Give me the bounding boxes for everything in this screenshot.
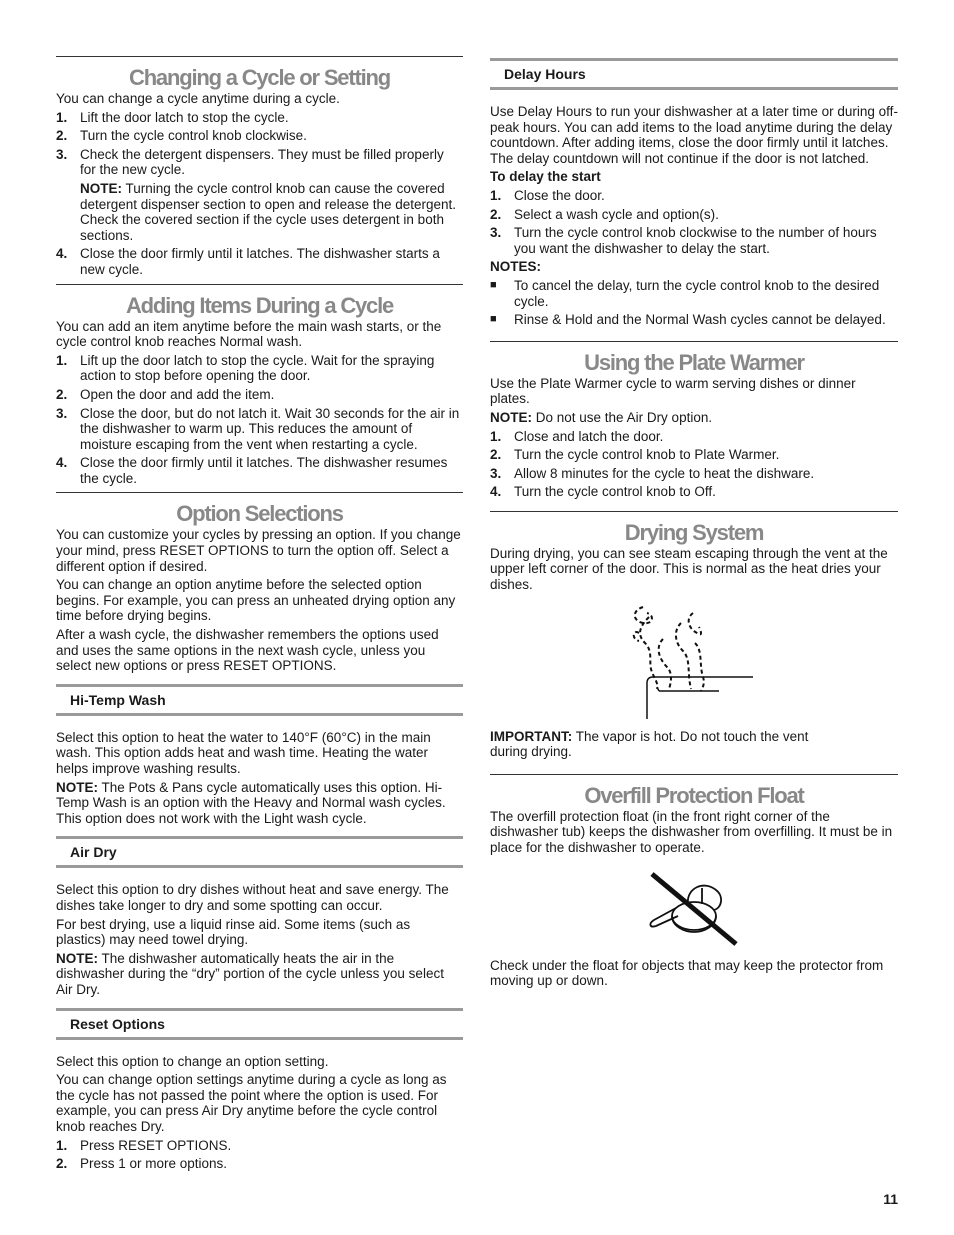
section-rule <box>56 492 463 493</box>
adding-intro: You can add an item anytime before the main wash starts, or the cycle control knob reaches Normal wash. <box>56 318 442 350</box>
delay-notes <box>490 278 898 328</box>
changing-note: NOTE: Turning the cycle control knob can cause the covered detergent dispenser section to open and release the detergent. Check the covered section if the cycle uses detergent in both sections. <box>80 180 457 243</box>
section-rule <box>56 56 463 57</box>
reset-para-1: Select this option to change an option setting. <box>56 1053 329 1069</box>
drying-para: During drying, you can see steam escaping through the vent at the upper left corner of the door. This is normal as the heat dries your dishes. <box>490 545 888 593</box>
list-item: 3. Check the detergent dispensers. They must be filled properly for the new cycle. <box>56 146 444 178</box>
options-para-1: You can customize your cycles by pressing an option. If you change your mind, press RESET OPTIONS to turn the option off. Select a different option if desired. <box>56 527 461 574</box>
changing-cycle-heading: Changing a Cycle or Setting <box>129 65 390 90</box>
bullet-icon: ■ <box>490 278 497 291</box>
list-item: ■ Rinse & Hold and the Normal Wash cycles cannot be delayed. <box>490 312 886 328</box>
section-rule <box>56 284 463 285</box>
list-item: 1. Lift the door latch to stop the cycle. <box>56 109 289 125</box>
delay-hours-subheading: Delay Hours <box>490 58 898 90</box>
reset-options-subheading: Reset Options <box>56 1008 463 1040</box>
float-para-2: Check under the float for objects that may keep the protector from moving up or down. <box>490 957 884 989</box>
page-number: 11 <box>883 1191 898 1207</box>
float-para-1: The overfill protection float (in the front right corner of the dishwasher tub) keeps the dishwasher from overfilling. It must be in place for the dishwasher to operate. <box>490 808 893 856</box>
airdry-para-1: Select this option to dry dishes without heat and save energy. The dishes take longer to dry and some spotting can occur. <box>56 882 449 913</box>
plate-para: Use the Plate Warmer cycle to warm serving dishes or dinner plates. <box>490 375 856 407</box>
list-item: ■ To cancel the delay, turn the cycle control knob to the desired cycle. <box>490 277 880 309</box>
section-rule <box>490 341 898 342</box>
list-item: 3. Allow 8 minutes for the cycle to heat the dishware. <box>490 465 815 481</box>
list-item: 2. Turn the cycle control knob to Plate Warmer. <box>490 447 780 463</box>
reset-steps <box>56 1138 463 1172</box>
list-item: 2. Press 1 or more options. <box>56 1156 228 1172</box>
section-rule <box>490 511 898 512</box>
delay-para: Use Delay Hours to run your dishwasher at a later time or during off-peak hours. You can add items to the load anytime during the delay countdown. After adding items, close the door firmly until it latches. The delay countdown will not continue if the door is not latched. <box>490 104 898 166</box>
float-illustration <box>490 868 898 948</box>
steam-vent-illustration <box>490 603 898 721</box>
changing-intro: You can change a cycle anytime during a cycle. <box>56 91 340 106</box>
airdry-note: NOTE: The dishwasher automatically heats the air in the dishwasher during the “dry” portion of the cycle unless you select Air Dry. <box>56 950 444 997</box>
delay-steps <box>490 188 898 256</box>
list-item: 1. Close and latch the door. <box>490 428 664 444</box>
options-para-3: After a wash cycle, the dishwasher remembers the options used and uses the same options in the next wash cycle, unless you select new options or press RESET OPTIONS. <box>56 627 439 674</box>
reset-para-2: You can change option settings anytime during a cycle as long as the cycle has not passed the point where the option is used. For example, you can press Air Dry anytime before the cycle control knob reaches Dry. <box>56 1072 447 1134</box>
list-item: 1. Lift up the door latch to stop the cycle. Wait for the spraying action to stop before opening the door. <box>56 352 435 384</box>
changing-steps <box>56 110 463 278</box>
hitemp-para: Select this option to heat the water to 140°F (60°C) in the main wash. This option adds heat and wash time. Heating the water helps improve washing results. <box>56 729 431 776</box>
section-rule <box>490 774 898 775</box>
list-item: 1. Close the door. <box>490 187 605 203</box>
option-selections-heading: Option Selections <box>176 501 343 527</box>
list-item: 4. Close the door firmly until it latches. The dishwasher resumes the cycle. <box>56 455 448 486</box>
adding-steps <box>56 353 463 487</box>
left-column <box>56 56 463 1175</box>
delay-subhead: To delay the start <box>490 169 601 185</box>
adding-items-heading: Adding Items During a Cycle <box>125 292 394 318</box>
list-item: 3. Turn the cycle control knob clockwise to the number of hours you want the dishwasher to delay the start. <box>490 225 877 256</box>
list-item: 1. Press RESET OPTIONS. <box>56 1137 232 1153</box>
plate-warmer-heading: Using the Plate Warmer <box>584 349 804 375</box>
bullet-icon: ■ <box>490 313 497 326</box>
airdry-para-2: For best drying, use a liquid rinse aid. Some items (such as plastics) may need towel drying. <box>56 916 411 948</box>
overfill-float-heading: Overfill Protection Float <box>584 782 804 808</box>
options-para-2: You can change an option anytime before the selected option begins. For example, you can press an unheated drying option any time before drying begins. <box>56 577 456 624</box>
list-item: 2. Turn the cycle control knob clockwise. <box>56 128 307 144</box>
delay-notes-label: NOTES: <box>490 259 542 275</box>
plate-note: NOTE: Do not use the Air Dry option. <box>490 409 713 425</box>
list-item: 2. Open the door and add the item. <box>56 386 275 402</box>
right-column <box>490 58 898 992</box>
list-item: 3. Close the door, but do not latch it. Wait 30 seconds for the air in the dishwasher to warm up. This reduces the amount of moisture escaping from the vent when restarting a cycle. <box>56 405 460 452</box>
float-icon <box>644 868 744 948</box>
air-dry-subheading: Air Dry <box>56 836 463 868</box>
list-item: 4. Turn the cycle control knob to Off. <box>490 484 716 500</box>
list-item: 2. Select a wash cycle and option(s). <box>490 206 719 222</box>
hitemp-note: NOTE: The Pots & Pans cycle automatically uses this option. Hi-Temp Wash is an option with the Heavy and Normal wash cycles. This option does not work with the Light wash cycle. <box>56 779 446 826</box>
plate-steps <box>490 429 898 500</box>
drying-system-heading: Drying System <box>624 519 764 545</box>
list-item: 4. Close the door firmly until it latches. The dishwasher starts a new cycle. <box>56 246 440 277</box>
steam-vent-icon <box>629 603 759 721</box>
drying-important: IMPORTANT: The vapor is hot. Do not touch the vent during drying. <box>490 728 809 760</box>
hi-temp-wash-subheading: Hi-Temp Wash <box>56 684 463 716</box>
